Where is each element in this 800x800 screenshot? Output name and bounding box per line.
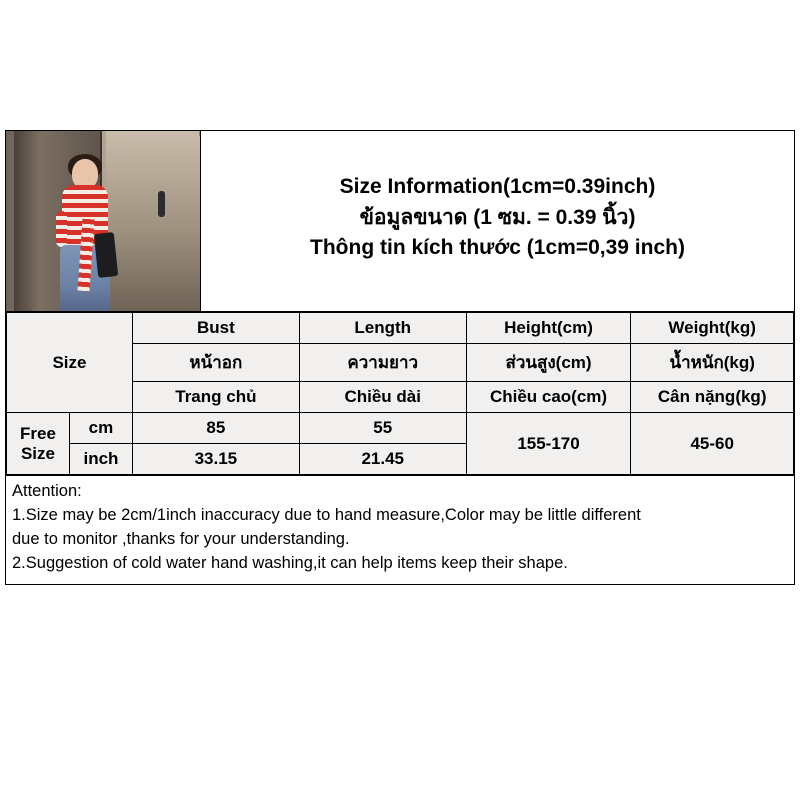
size-column-header: Size: [7, 313, 133, 413]
value-height-range: 155-170: [466, 413, 631, 475]
attention-line-2: due to monitor ,thanks for your understanding.: [12, 529, 350, 548]
header-height-th: ส่วนสูง(cm): [466, 344, 631, 382]
photo-model: [54, 159, 116, 311]
value-length-cm: 55: [299, 413, 466, 444]
header-length-vi: Chiều dài: [299, 382, 466, 413]
header-bust-en: Bust: [132, 313, 299, 344]
size-chart: [5, 130, 795, 585]
header-weight-en: Weight(kg): [631, 313, 794, 344]
header-weight-th: น้ำหนัก(kg): [631, 344, 794, 382]
header-height-en: Height(cm): [466, 313, 631, 344]
title-line-vi: Thông tin kích thước (1cm=0,39 inch): [310, 236, 685, 260]
value-length-inch: 21.45: [299, 444, 466, 475]
table-row-headers-en: [7, 313, 794, 344]
value-weight-range: 45-60: [631, 413, 794, 475]
header-length-en: Length: [299, 313, 466, 344]
header-bust-vi: Trang chủ: [132, 382, 299, 413]
photo-model-arm: [56, 211, 67, 247]
unit-inch: inch: [69, 444, 132, 475]
value-bust-inch: 33.15: [132, 444, 299, 475]
value-bust-cm: 85: [132, 413, 299, 444]
model-photo-cell: [6, 131, 201, 311]
title-block: [201, 131, 794, 311]
unit-cm: cm: [69, 413, 132, 444]
chart-header: [6, 131, 794, 312]
photo-model-bag: [94, 232, 118, 278]
green-marker: [199, 131, 201, 136]
header-bust-th: หน้าอก: [132, 344, 299, 382]
photo-door-handle: [158, 191, 165, 217]
table-row-cm: [7, 413, 794, 444]
photo-door: [106, 131, 200, 311]
header-weight-vi: Cân nặng(kg): [631, 382, 794, 413]
measurement-table: [6, 312, 794, 475]
title-line-th: ข้อมูลขนาด (1 ซม. = 0.39 นิ้ว): [359, 205, 636, 229]
attention-line-1: 1.Size may be 2cm/1inch inaccuracy due to hand measure,Color may be little different: [12, 505, 641, 524]
attention-block: [6, 475, 794, 584]
title-line-en: Size Information(1cm=0.39inch): [339, 175, 656, 199]
model-photo: [6, 131, 200, 311]
attention-heading: Attention:: [12, 482, 82, 500]
header-length-th: ความยาว: [299, 344, 466, 382]
attention-line-3: 2.Suggestion of cold water hand washing,it can help items keep their shape.: [12, 553, 568, 572]
header-height-vi: Chiều cao(cm): [466, 382, 631, 413]
row-label-free-size: Free Size: [7, 413, 70, 475]
